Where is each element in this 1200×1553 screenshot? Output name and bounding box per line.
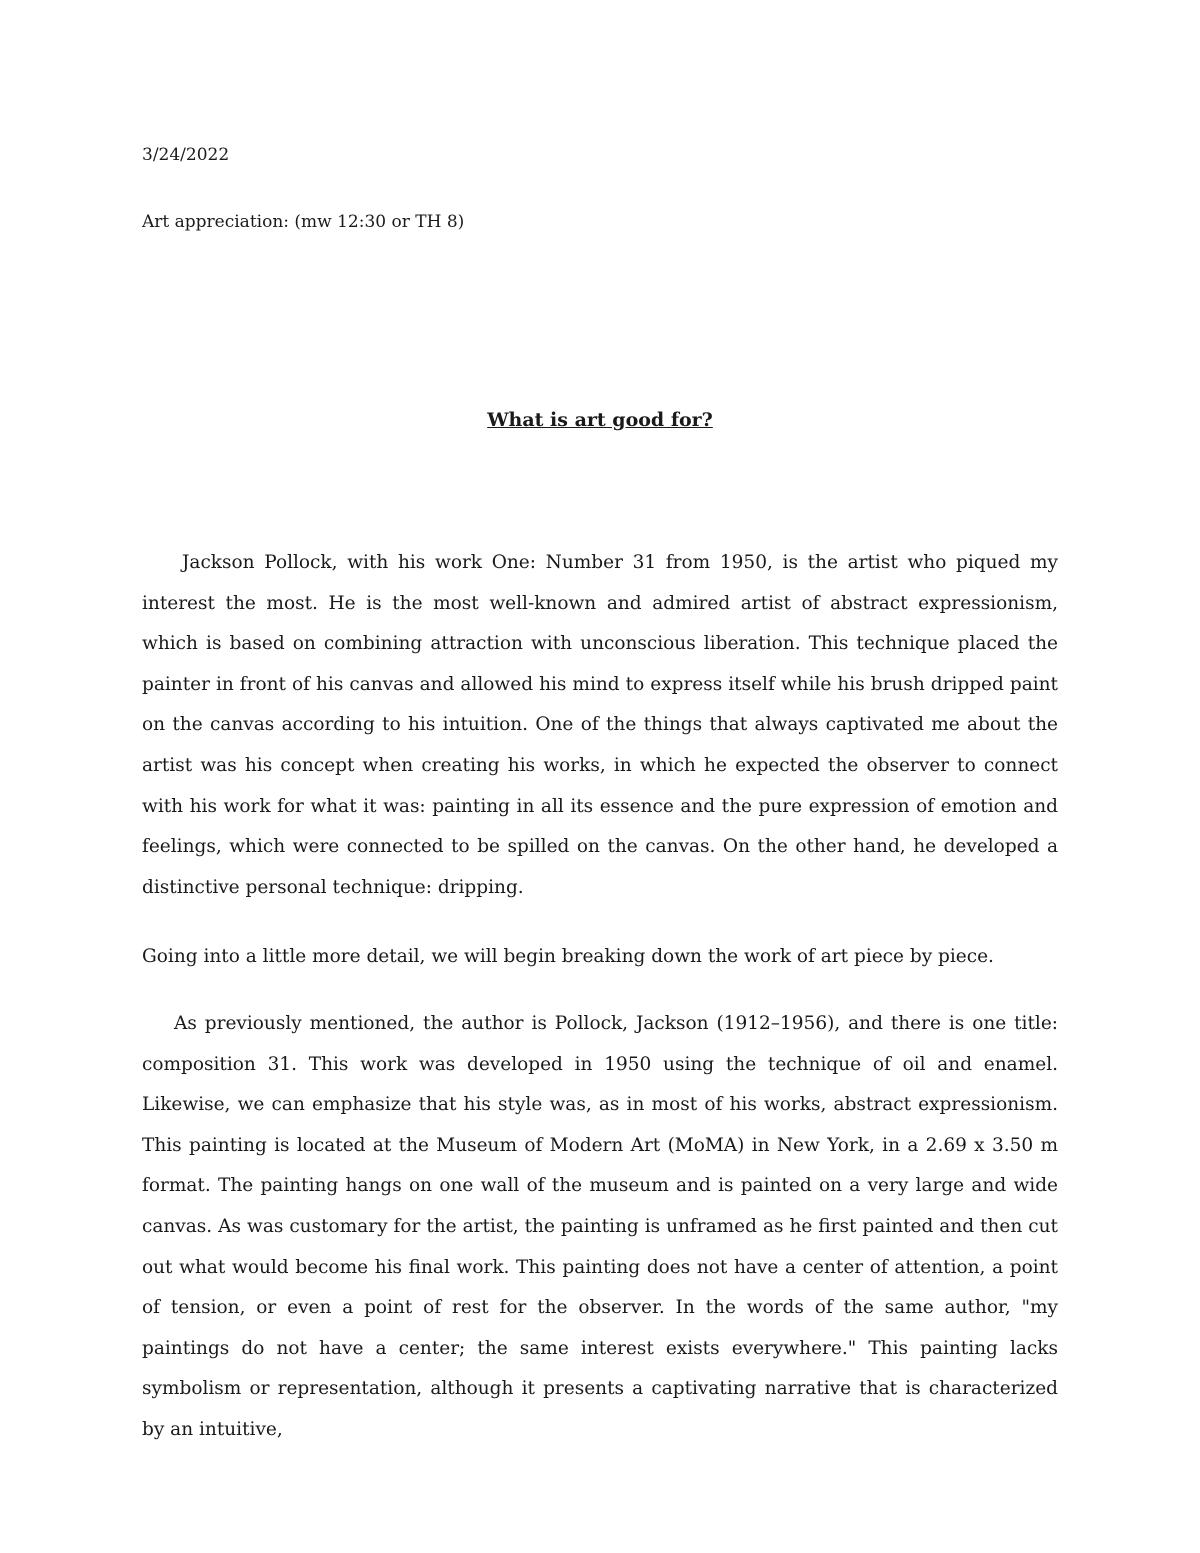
paragraph-3: As previously mentioned, the author is Pollock, Jackson (1912–1956), and there is one title: composition 31. This work was developed in 1950 using the technique of oil and enamel. Likewise, we can emphasize that his style was, as in most of his works, abstract expressionism. This painting is located at the Museum of Modern Art (MoMA) in New York, in a 2.69 x 3.50 m format. The painting hangs on one wall of the museum and is painted on a very large and wide canvas. As was customary for the artist, the painting is unframed as he first painted and then cut out what would become his final work. This painting does not have a center of attention, a point of tension, or even a point of rest for the observer. In the words of the same author, "my paintings do not have a center; the same interest exists everywhere." This painting lacks symbolism or representation, although it presents a captivating narrative that is characterized by an intuitive, [142, 1013, 1058, 1440]
essay-title: What is art good for? [487, 409, 713, 431]
course-line: Art appreciation: (mw 12:30 or TH 8) [142, 212, 465, 232]
paragraph-1: Jackson Pollock, with his work One: Number 31 from 1950, is the artist who piqued my interest the most. He is the most well-known and admired artist of abstract expressionism, which is based on combining attraction with unconscious liberation. This technique placed the painter in front of his canvas and allowed his mind to express itself while his brush dripped paint on the canvas according to his intuition. One of the things that always captivated me about the artist was his concept when creating his works, in which he expected the observer to connect with his work for what it was: painting in all its essence and the pure expression of emotion and feelings, which were connected to be spilled on the canvas. On the other hand, he developed a distinctive personal technique: dripping. [142, 552, 1058, 898]
document-date: 3/24/2022 [142, 145, 230, 165]
paragraph-2: Going into a little more detail, we will begin breaking down the work of art piece by piece. [142, 946, 994, 967]
